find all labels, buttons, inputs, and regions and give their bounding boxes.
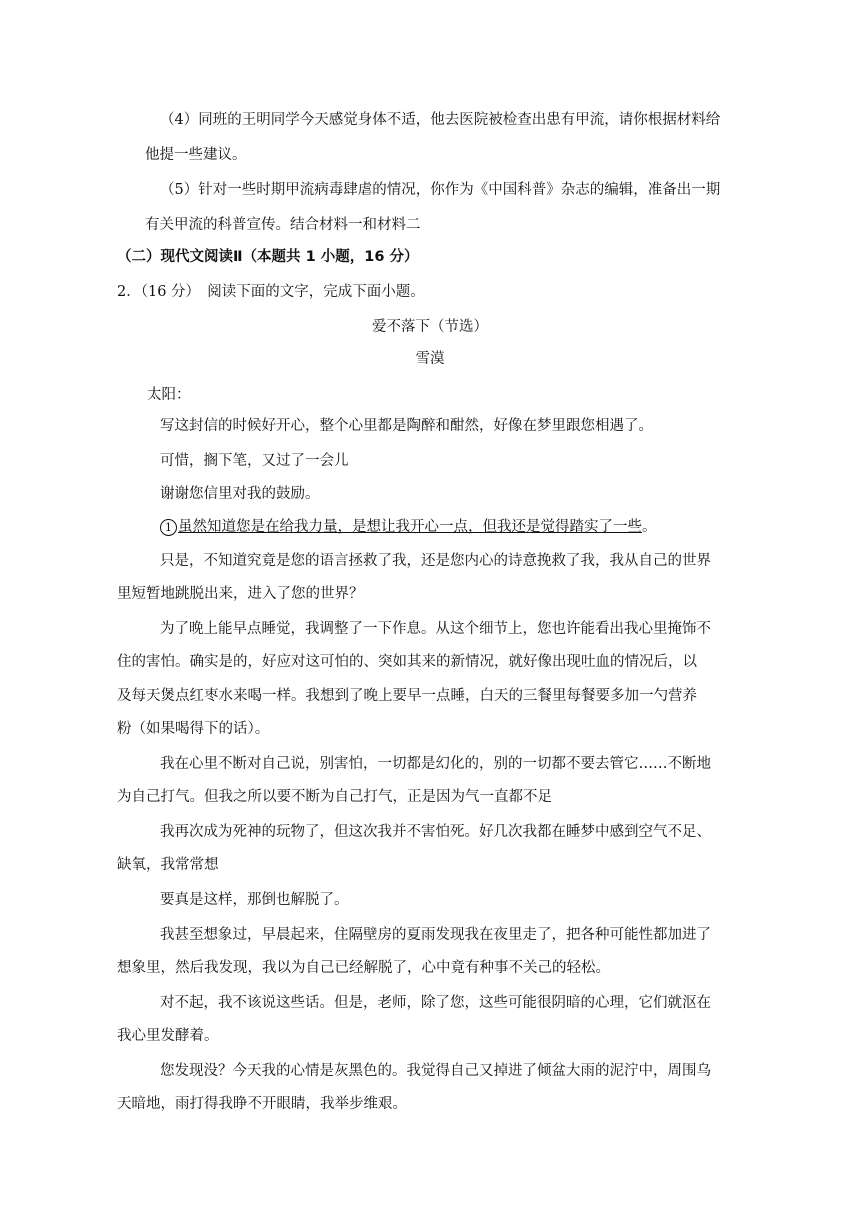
question-5-line-2: 有关甲流的科普宣传。结合材料一和材料二 — [145, 217, 421, 233]
paragraph-1: 写这封信的时候好开心，整个心里都是陶醉和酣然，好像在梦里跟您相遇了。 — [160, 418, 653, 434]
paragraph-10-line-2: 想象里，然后我发现，我以为自己已经解脱了，心中竟有种事不关己的轻松。 — [117, 960, 610, 976]
question-5-line-1: （5）针对一些时期甲流病毒肆虐的情况，你作为《中国科普》杂志的编辑，准备出一期 — [160, 182, 721, 198]
paragraph-5-line-1: 只是，不知道究竟是您的语言拯救了我，还是您内心的诗意挽救了我，我从自己的世界 — [160, 553, 711, 569]
section-heading: （二）现代文阅读Ⅱ（本题共 1 小题，16 分） — [117, 249, 419, 265]
paragraph-11-line-1: 对不起，我不该说这些话。但是，老师，除了您，这些可能很阴暗的心理，它们就沤在 — [160, 995, 711, 1011]
paragraph-7-line-2: 为自己打气。但我之所以要不断为自己打气，正是因为气一直都不足 — [117, 789, 552, 805]
paragraph-10-line-1: 我甚至想象过，早晨起来，住隔壁房的夏雨发现我在夜里走了，把各种可能性都加进了 — [160, 927, 711, 943]
underlined-sentence — [160, 519, 642, 535]
paragraph-2: 可惜，搁下笔，又过了一会儿 — [160, 453, 349, 469]
question-2-prompt: 2．（16 分） 阅读下面的文字，完成下面小题。 — [117, 284, 425, 300]
sentence-end: 。 — [642, 519, 657, 535]
question-4-line-2: 他提一些建议。 — [145, 147, 247, 163]
article-author: 雪漠 — [415, 351, 445, 367]
salutation: 太阳： — [147, 387, 191, 403]
paragraph-12-line-2: 天暗地，雨打得我睁不开眼睛，我举步维艰。 — [117, 1096, 407, 1112]
paragraph-8-line-2: 缺氧，我常常想 — [117, 857, 219, 873]
paragraph-8-line-1: 我再次成为死神的玩物了，但这次我并不害怕死。好几次我都在睡梦中感到空气不足、 — [160, 824, 711, 840]
paragraph-3: 谢谢您信里对我的鼓励。 — [160, 486, 320, 502]
paragraph-9: 要真是这样，那倒也解脱了。 — [160, 892, 349, 908]
paragraph-6-line-3: 及每天煲点红枣水来喝一样。我想到了晚上要早一点睡，白天的三餐里每餐要多加一勺营养 — [117, 688, 697, 704]
paragraph-6-line-1: 为了晚上能早点睡觉，我调整了一下作息。从这个细节上，您也许能看出我心里掩饰不 — [160, 621, 711, 637]
paragraph-4 — [160, 517, 657, 537]
paragraph-12-line-1: 您发现没？今天我的心情是灰黑色的。我觉得自己又掉进了倾盆大雨的泥泞中，周围乌 — [160, 1063, 711, 1079]
paragraph-5-line-2: 里短暂地跳脱出来，进入了您的世界？ — [117, 586, 364, 602]
paragraph-11-line-2: 我心里发酵着。 — [117, 1028, 219, 1044]
paragraph-6-line-4: 粉（如果喝得下的话）。 — [117, 721, 270, 737]
paragraph-6-line-2: 住的害怕。确实是的，好应对这可怕的、突如其来的新情况，就好像出现吐血的情况后，以 — [117, 654, 697, 670]
question-4-line-1: （4）同班的王明同学今天感觉身体不适，他去医院被检查出患有甲流，请你根据材料给 — [160, 112, 721, 128]
paragraph-7-line-1: 我在心里不断对自己说，别害怕，一切都是幻化的，别的一切都不要去管它……不断地 — [160, 756, 711, 772]
article-title: 爱不落下（节选） — [372, 319, 488, 335]
circled-number-marker: 1 — [160, 519, 177, 536]
underlined-text: 虽然知道您是在给我力量，是想让我开心一点，但我还是觉得踏实了一些 — [178, 519, 642, 535]
